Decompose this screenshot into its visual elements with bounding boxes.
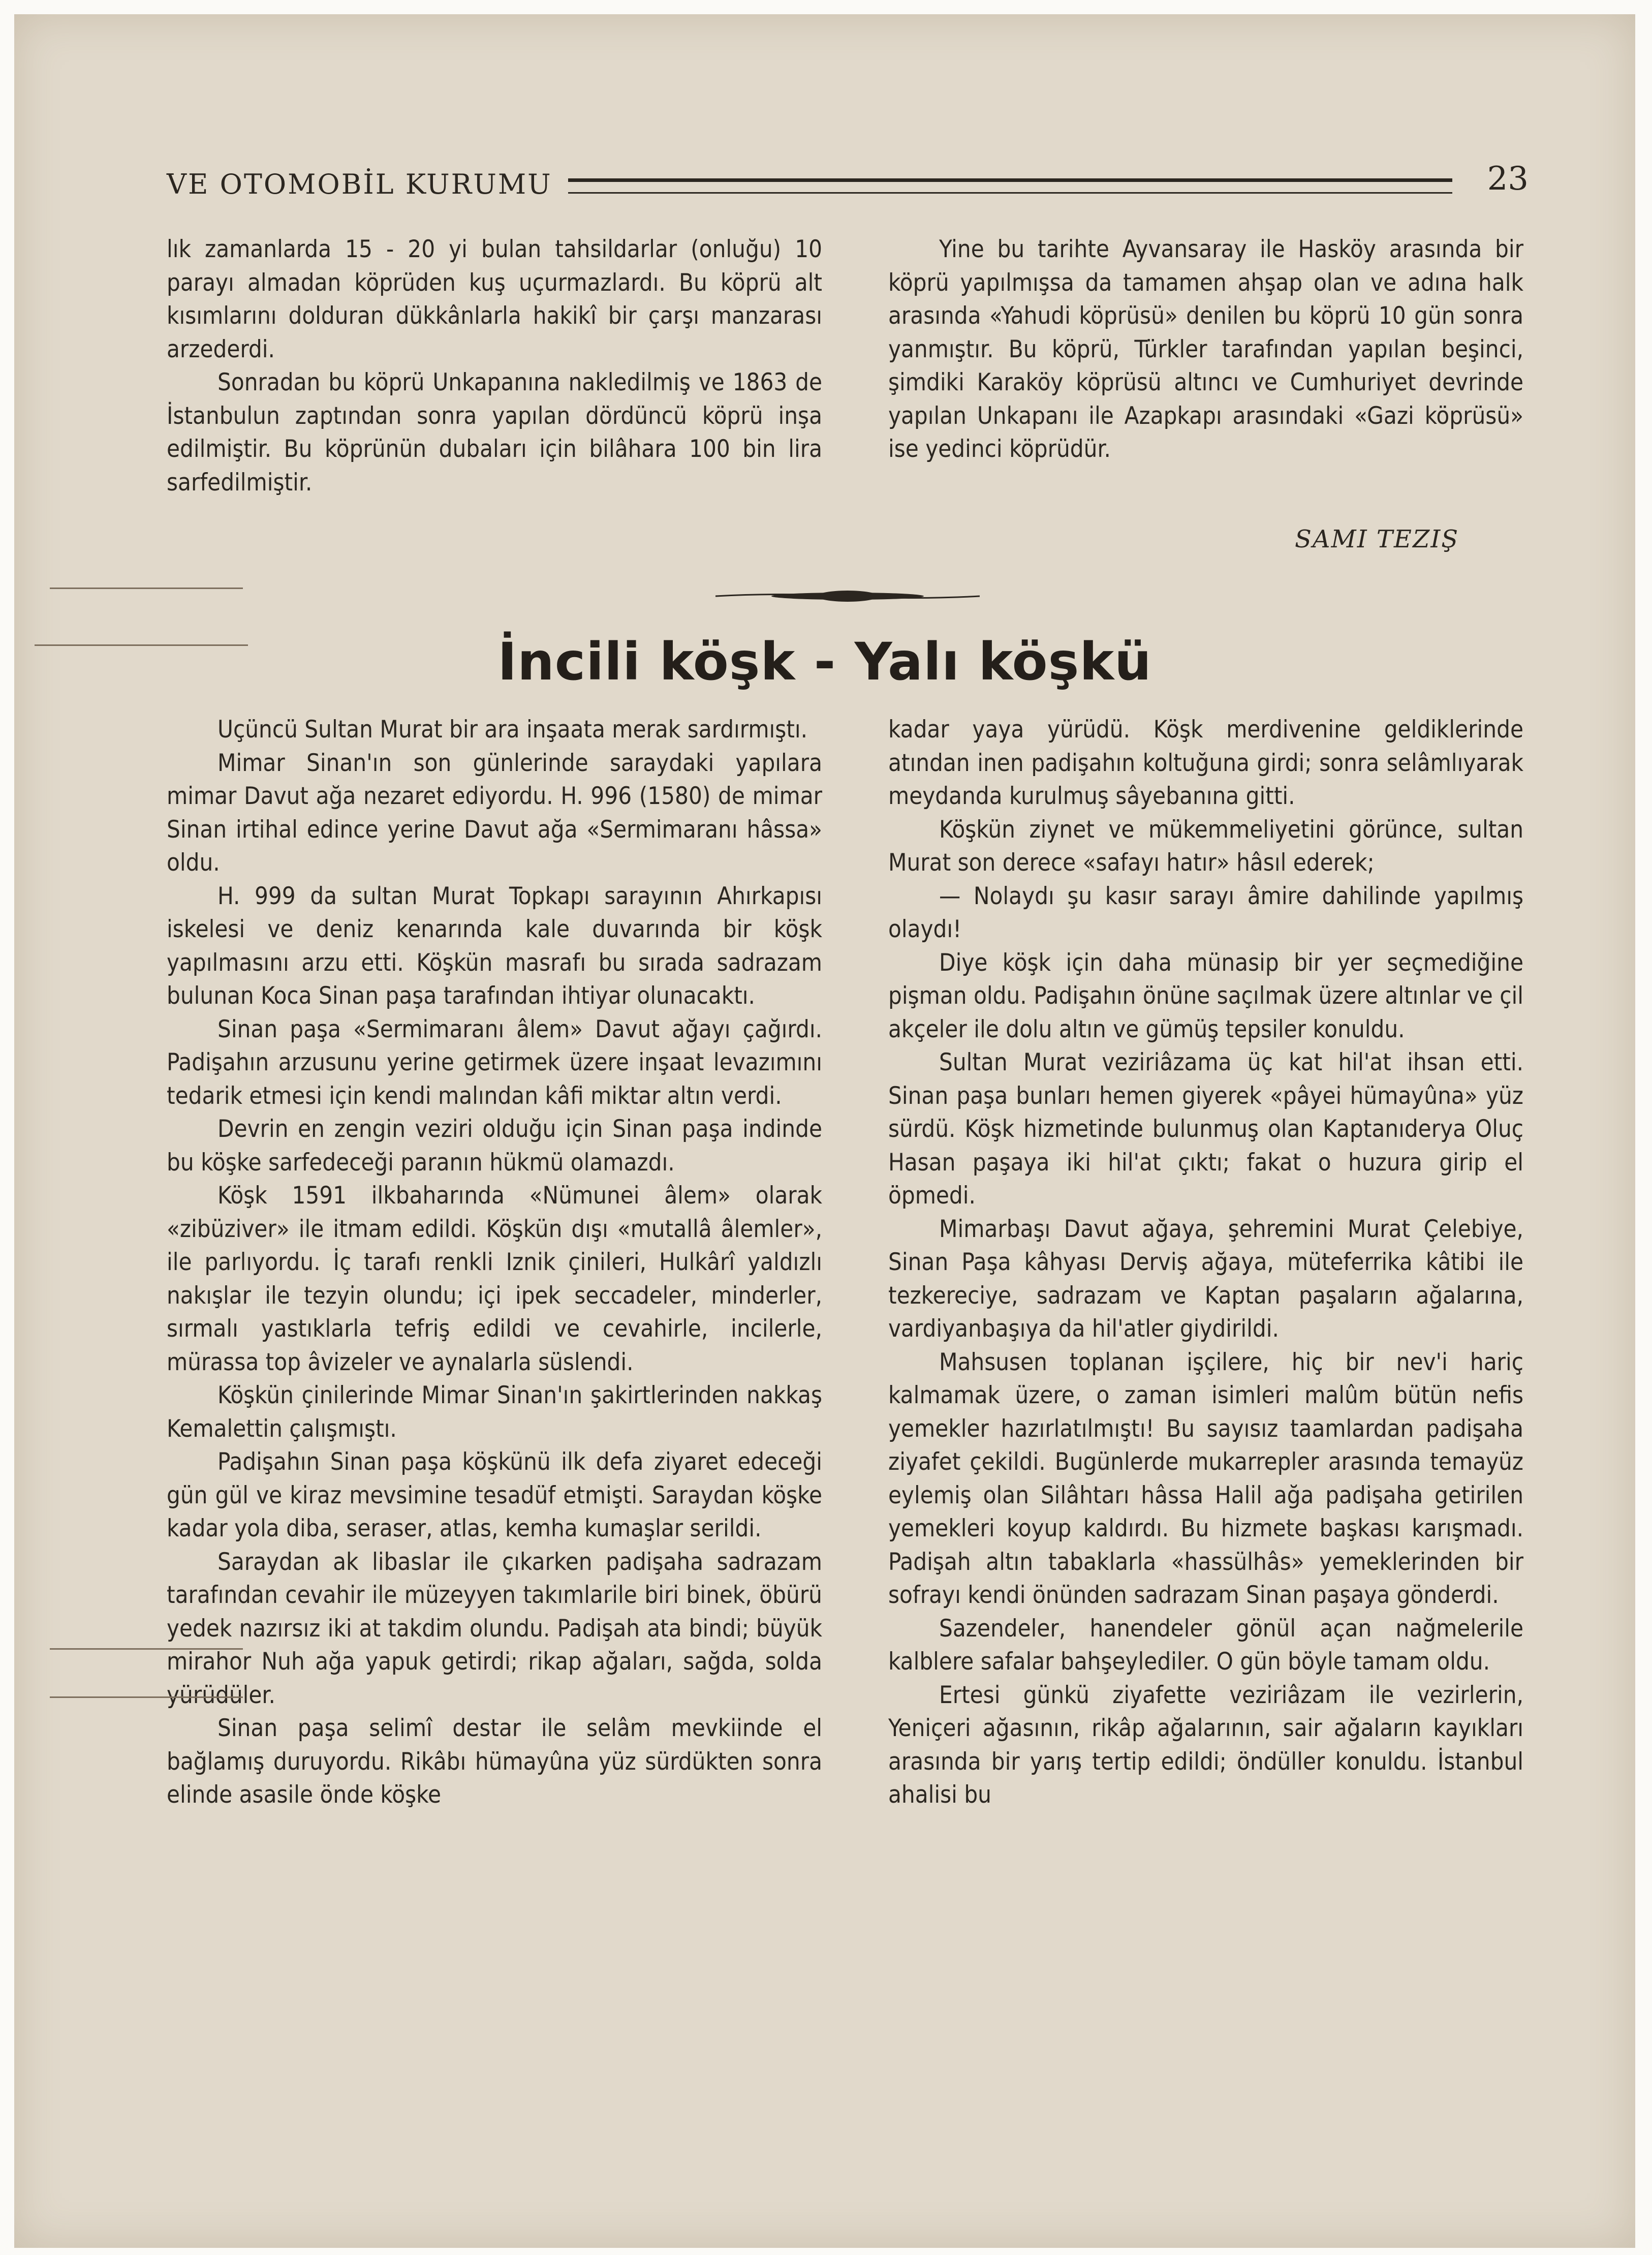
top-right-column (888, 233, 1523, 466)
top-left-paragraph: lık zamanlarda 15 - 20 yi bulan tahsildarlar (onluğu) 10 parayı almadan köprüden kuş uçurmazlardı. Bu köprü alt kısımlarını dolduran dükkânlarla hakikî bir çarşı manzarası arzederdi. (167, 235, 822, 363)
article-paragraph: Sinan paşa selimî destar ile selâm mevkiinde el bağlamış duruyordu. Rikâbı hümayûna yüz sürdükten sonra elinde asasile önde köşke (167, 1714, 822, 1809)
pencil-mark (35, 644, 248, 646)
page-number: 23 (1487, 160, 1529, 198)
article-right-column (888, 713, 1523, 1812)
section-ornament (715, 589, 980, 604)
author-signature: SAMI TEZIŞ (1295, 525, 1459, 553)
article-paragraph: Sultan Murat veziriâzama üç kat hil'at ihsan etti. Sinan paşa bunları hemen giyerek «pâyei hümayûna» yüz sürdü. Köşk hizmetinde bulunmuş olan Kaptanıderya Oluç Hasan paşaya iki hil'at çıktı; fakat o huzura girip el öpmedi. (888, 1048, 1523, 1210)
article-paragraph: Sinan paşa «Sermimaranı âlem» Davut ağayı çağırdı. Padişahın arzusunu yerine getirmek üzere inşaat levazımını tedarik etmesi için kendi malından kâfi miktar altın verdi. (167, 1015, 822, 1110)
top-left-column (167, 233, 822, 499)
article-paragraph: Sazendeler, hanendeler gönül açan nağmelerile kalblere safalar bahşeylediler. O gün böyle tamam oldu. (888, 1614, 1523, 1676)
article-paragraph: Mahsusen toplanan işçilere, hiç bir nev'i hariç kalmamak üzere, o zaman isimleri malûm bütün nefis yemekler hazırlatılmıştı! Bu sayısız taamlardan padişaha ziyafet çekildi. Bugünlerde mukarrepler arasında temayüz eylemiş olan Silâhtarı hâssa Halil ağa padişaha getirilen yemekleri koyup kaldırdı. Bu hizmete başkası karışmadı. Padişah altın tabaklarla «hassülhâs» yemeklerinden bir sofrayı kendi önünden sadrazam Sinan paşaya gönderdi. (888, 1348, 1523, 1609)
top-right-paragraph: Yine bu tarihte Ayvansaray ile Hasköy arasında bir köprü yapılmışsa da tamamen ahşap olan ve adına halk arasında «Yahudi köprüsü» denilen bu köprü 10 gün sonra yanmıştır. Bu köprü, Türkler tarafından yapılan beşinci, şimdiki Karaköy köprüsü altıncı ve Cumhuriyet devrinde yapılan Unkapanı ile Azapkapı arasındaki «Gazi köprüsü» ise yedinci köprüdür. (888, 235, 1523, 463)
article-paragraph: Mimar Sinan'ın son günlerinde saraydaki yapılara mimar Davut ağa nezaret ediyordu. H. 996 (1580) de mimar Sinan irtihal edince yerine Davut ağa «Sermimaranı hâssa» oldu. (167, 749, 822, 877)
header-rule (568, 178, 1452, 194)
newspaper-page (14, 14, 1635, 2248)
top-left-paragraph: Sonradan bu köprü Unkapanına nakledilmiş ve 1863 de İstanbulun zaptından sonra yapılan dördüncü köprü inşa edilmiştir. Bu köprünün dubaları için bilâhara 100 bin lira sarfedilmiştir. (167, 368, 822, 497)
article-paragraph: Mimarbaşı Davut ağaya, şehremini Murat Çelebiye, Sinan Paşa kâhyası Derviş ağaya, müteferrika kâtibi ile tezkereciye, sadrazam ve Kaptan paşaların ağalarına, vardiyanbaşıya da hil'atler giydirildi. (888, 1215, 1523, 1343)
article-paragraph: Köşkün ziynet ve mükemmeliyetini görünce, sultan Murat son derece «safayı hatır» hâsıl ederek; (888, 815, 1523, 877)
article-paragraph: Saraydan ak libaslar ile çıkarken padişaha sadrazam tarafından cevahir ile müzeyyen takımlarile biri binek, öbürü yedek nazırsız iki at takdim olundu. Padişah ata bindi; büyük mirahor Nuh ağa yapuk getirdi; rikap ağaları, sağda, solda yürüdüler. (167, 1548, 822, 1709)
pencil-mark (50, 588, 243, 589)
article-paragraph: Uçüncü Sultan Murat bir ara inşaata merak sardırmıştı. (217, 716, 808, 744)
article-paragraph: H. 999 da sultan Murat Topkapı sarayının Ahırkapısı iskelesi ve deniz kenarında kale duvarında bir köşk yapılmasını arzu etti. Köşkün masrafı bu sırada sadrazam bulunan Koca Sinan paşa tarafından ihtiyar olunacaktı. (167, 882, 822, 1010)
article-paragraph: Ertesi günkü ziyafette veziriâzam ile vezirlerin, Yeniçeri ağasının, rikâp ağalarının, sair ağaların kayıkları arasında bir yarış tertip edildi; öndüller konuldu. İstanbul ahalisi bu (888, 1681, 1523, 1809)
running-header (167, 160, 1529, 210)
article-paragraph: Köşk 1591 ilkbaharında «Nümunei âlem» olarak «zibüziver» ile itmam edildi. Köşkün dışı «mutallâ âlemler», ile parlıyordu. İç tarafı renkli Iznik çinileri, Hulkârî yaldızlı nakışlar ile tezyin olundu; içi ipek seccadeler, minderler, sırmalı yastıklarla tefriş edildi ve cevahirle, incilerle, mürassa top âvizeler ve aynalarla süslendi. (167, 1182, 822, 1376)
article-paragraph: Diye köşk için daha münasip bir yer seçmediğine pişman oldu. Padişahın önüne saçılmak üzere altınlar ve çil akçeler ile dolu altın ve gümüş tepsiler konuldu. (888, 948, 1523, 1043)
article-paragraph: Köşkün çinilerinde Mimar Sinan'ın şakirtlerinden nakkaş Kemalettin çalışmıştı. (167, 1381, 822, 1443)
pencil-mark (50, 1648, 243, 1650)
article-paragraph: kadar yaya yürüdü. Köşk merdivenine geldiklerinde atından inen padişahın koltuğuna girdi; sonra selâmlıyarak meydanda kurulmuş sâyebanına gitti. (888, 716, 1523, 810)
article-left-column (167, 713, 822, 1812)
article-paragraph: — Nolaydı şu kasır sarayı âmire dahilinde yapılmış olaydı! (888, 882, 1523, 943)
running-title: VE OTOMOBİL KURUMU (167, 168, 552, 200)
pencil-mark (50, 1696, 243, 1698)
article-title: İncili köşk - Yalı köşkü (497, 632, 1152, 692)
article-paragraph: Padişahın Sinan paşa köşkünü ilk defa ziyaret edeceği gün gül ve kiraz mevsimine tesadüf etmişti. Saraydan köşke kadar yola diba, seraser, atlas, kemha kumaşlar serildi. (167, 1448, 822, 1542)
article-paragraph: Devrin en zengin veziri olduğu için Sinan paşa indinde bu köşke sarfedeceği paranın hükmü olamazdı. (167, 1115, 822, 1177)
